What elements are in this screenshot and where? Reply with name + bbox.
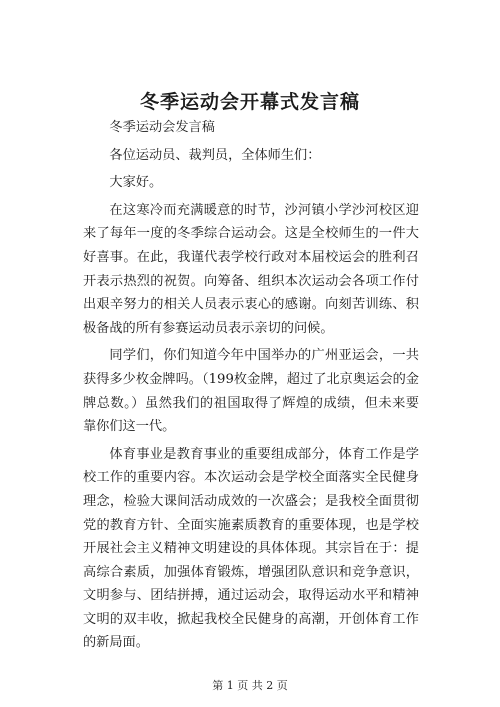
salutation-paragraph: 各位运动员、裁判员，全体师生们：: [109, 147, 321, 163]
page-footer: 第 1 页 共 2 页: [212, 679, 288, 692]
body-paragraph-3: 体育事业是教育事业的重要组成部分，体育工作是学校工作的重要内容。本次运动会是学校全面落实全民健身理念，检验大课间活动成效的一次盛会；是我校全面贯彻党的教育方针、全面实施素质教育的重要体现，也是学校开展社会主义精神文明建设的具体体现。其宗旨在于：提高综合素质，加强体育锻炼，增强团队意识和竞争意识，文明参与、团结拼搏，通过运动会，取得运动水平和精神文明的双丰收，掀起我校全民健身的高潮，开创体育工作的新局面。: [83, 446, 419, 651]
subtitle-paragraph: 冬季运动会发言稿: [109, 120, 215, 135]
document-title: 冬季运动会开幕式发言稿: [139, 91, 360, 113]
greeting-paragraph: 大家好。: [109, 175, 163, 191]
body-paragraph-2: 同学们，你们知道今年中国举办的广州亚运会，一共获得多少枚金牌吗。（199枚金牌，超过了北京奥运会的金牌总数。）虽然我们的祖国取得了辉煌的成绩，但未来要靠你们这一代。: [83, 348, 419, 435]
body-paragraph-1: 在这寒冷而充满暖意的时节，沙河镇小学沙河校区迎来了每年一度的冬季综合运动会。这是全校师生的一件大好喜事。在此，我谨代表学校行政对本届校运会的胜利召开表示热烈的祝贺。向筹备、组织本次运动会各项工作付出艰辛努力的相关人员表示衷心的感谢。向刻苦训练、积极备战的所有参赛运动员表示亲切的问候。: [83, 202, 419, 336]
document-body: [83, 116, 419, 655]
